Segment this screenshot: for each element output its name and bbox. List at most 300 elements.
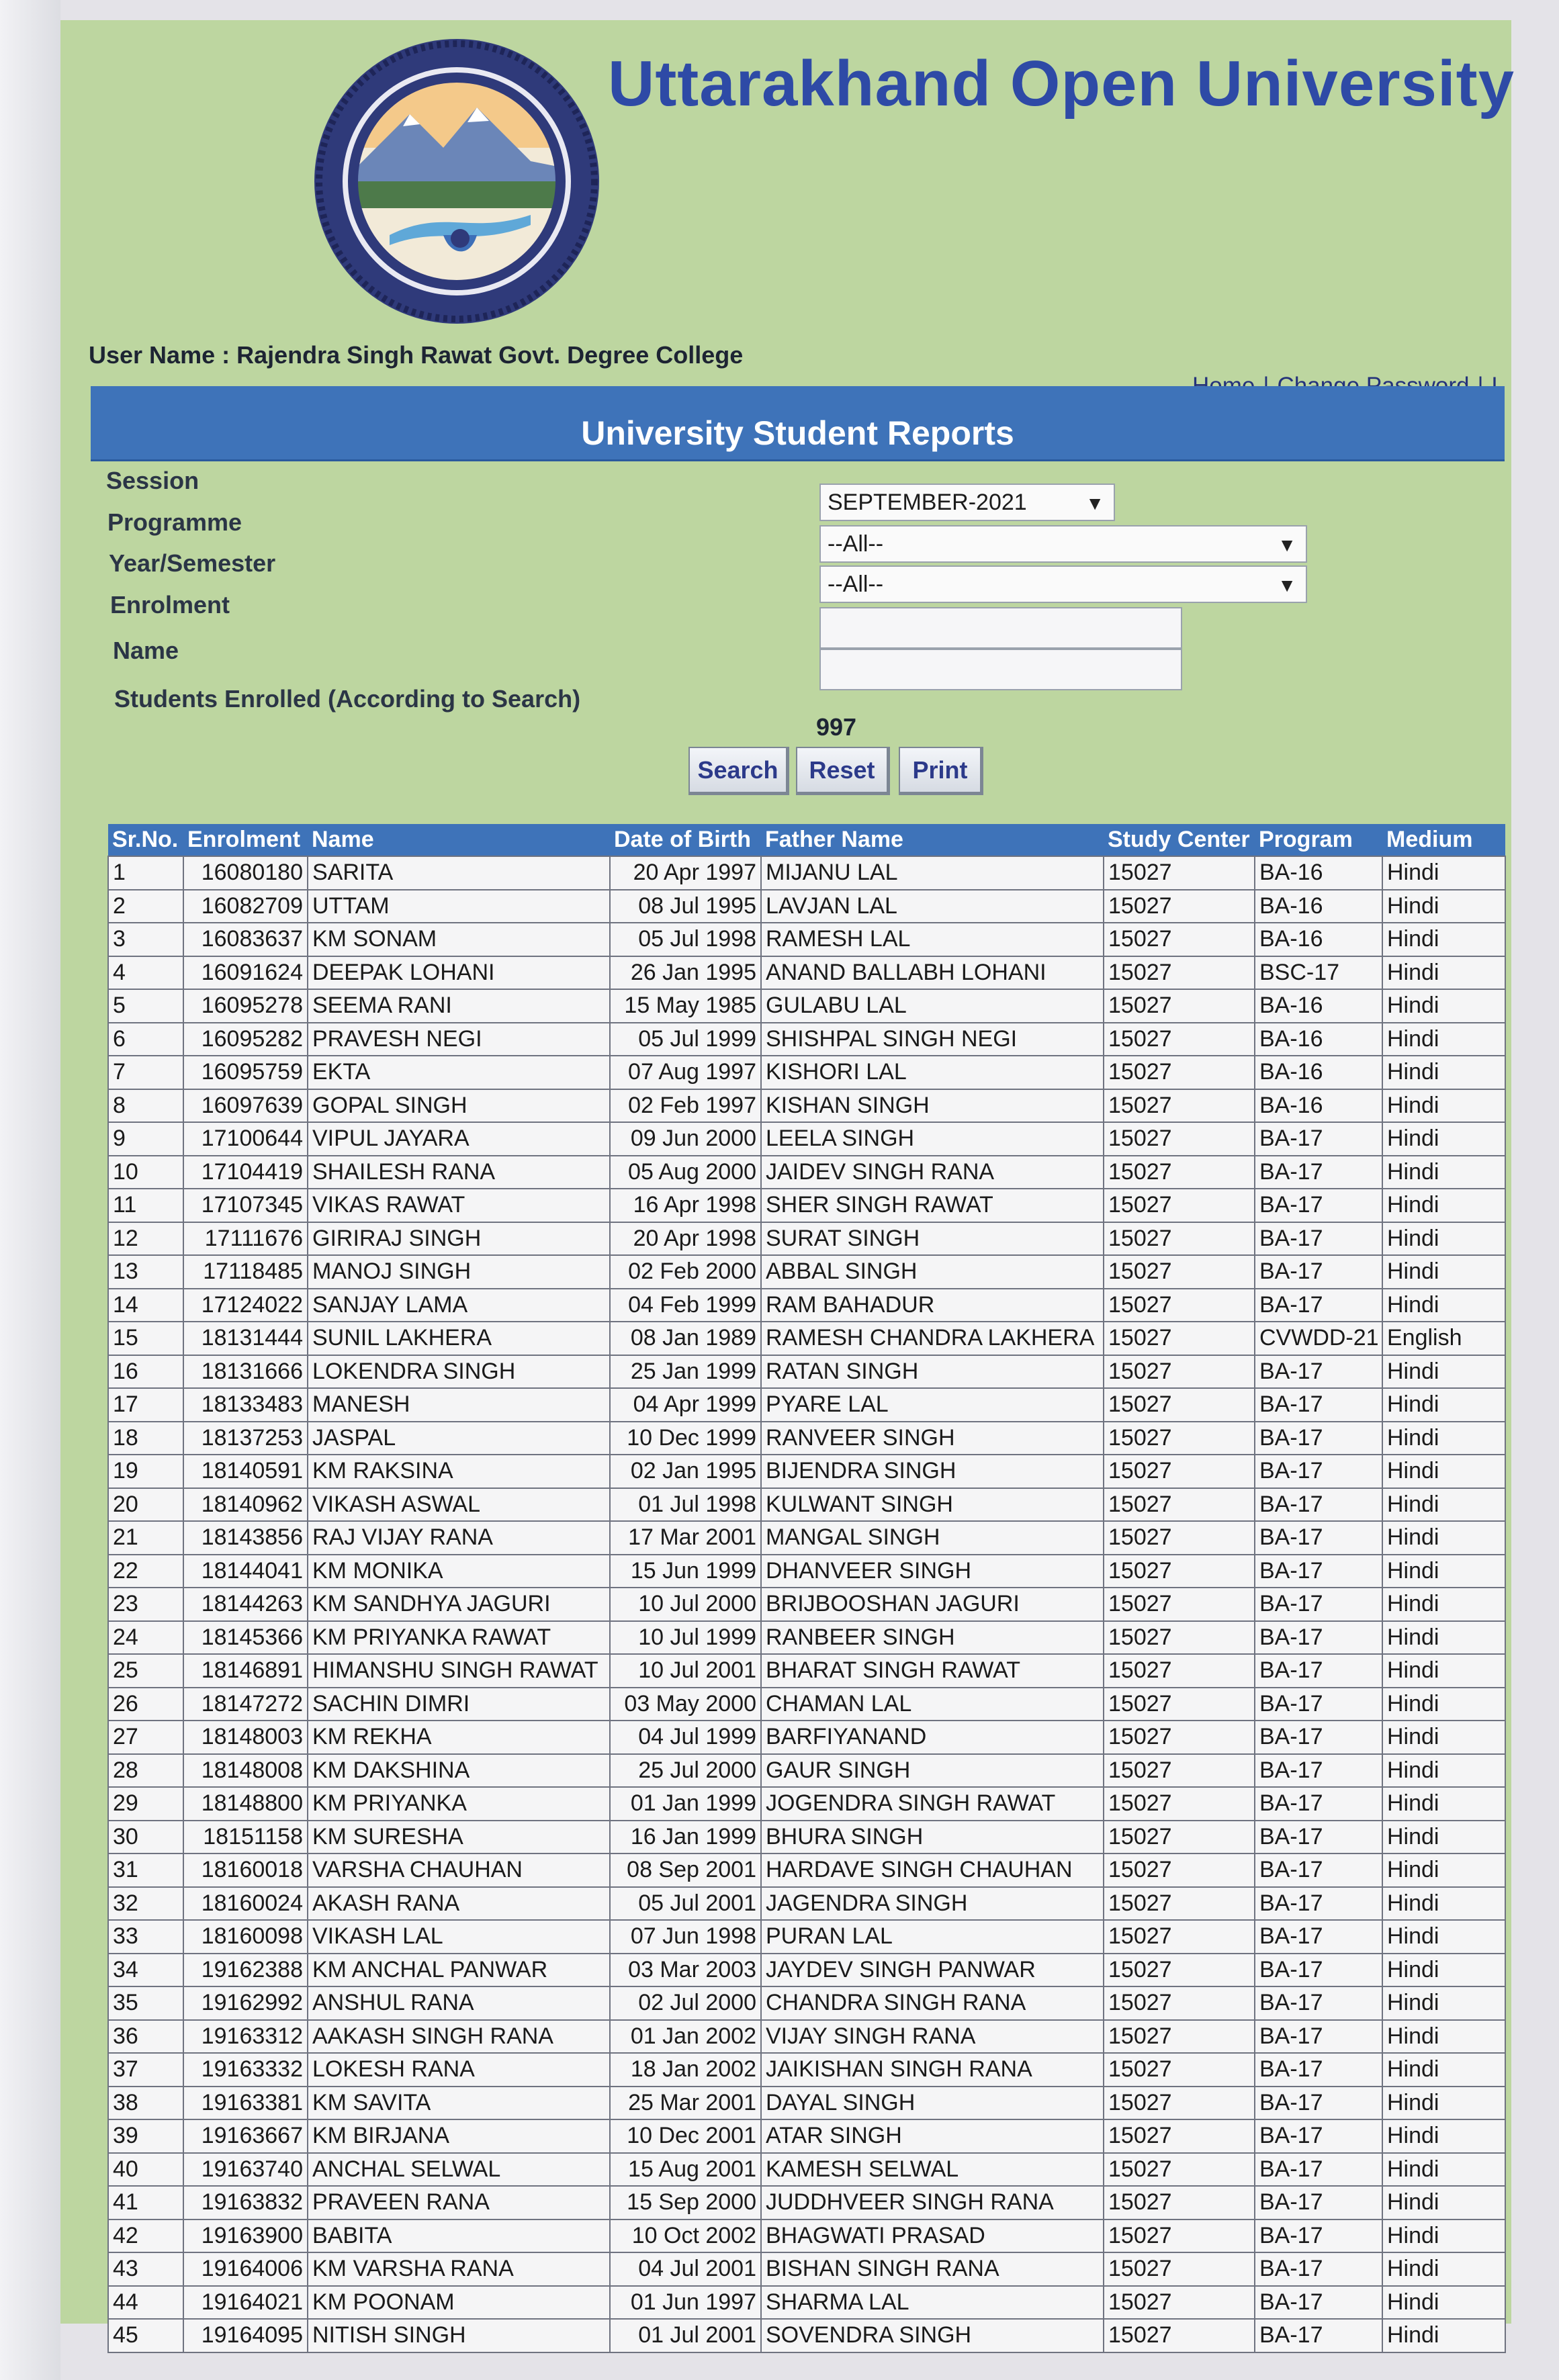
medium-cell: English [1382,1322,1505,1355]
name-cell: KM SURESHA [308,1821,610,1854]
table-row [108,2020,1505,2054]
enrolment-cell: 18131666 [183,1355,308,1389]
col-name: Name [308,824,610,856]
enrolment-cell: 19163332 [183,2053,308,2087]
study-center-cell: 15027 [1104,2119,1255,2153]
enrolment-cell: 17100644 [183,1122,308,1156]
dob-cell: 16 Jan 1999 [610,1821,761,1854]
medium-cell: Hindi [1382,1754,1505,1788]
dob-cell: 08 Jul 1995 [610,890,761,923]
name-cell: NITISH SINGH [308,2319,610,2352]
study-center-cell: 15027 [1104,1754,1255,1788]
father-name-cell: LAVJAN LAL [761,890,1104,923]
father-name-cell: JAYDEV SINGH PANWAR [761,1954,1104,1987]
enrolment-cell: 16095278 [183,989,308,1023]
table-row [108,1322,1505,1355]
name-cell: SUNIL LAKHERA [308,1322,610,1355]
sr-no-cell: 28 [108,1754,183,1788]
program-cell: BA-17 [1255,1122,1382,1156]
sr-no-cell: 4 [108,956,183,990]
father-name-cell: BHAGWATI PRASAD [761,2219,1104,2253]
study-center-cell: 15027 [1104,1222,1255,1256]
dob-cell: 01 Jan 2002 [610,2020,761,2054]
medium-cell: Hindi [1382,1289,1505,1322]
enrolment-cell: 18148800 [183,1787,308,1821]
name-cell: KM VARSHA RANA [308,2252,610,2286]
name-cell: EKTA [308,1056,610,1089]
enrolment-cell: 19164095 [183,2319,308,2352]
medium-cell: Hindi [1382,956,1505,990]
name-cell: RAJ VIJAY RANA [308,1521,610,1555]
name-cell: KM MONIKA [308,1555,610,1588]
study-center-cell: 15027 [1104,1621,1255,1655]
father-name-cell: GAUR SINGH [761,1754,1104,1788]
program-cell: BA-17 [1255,1920,1382,1954]
father-name-cell: CHAMAN LAL [761,1688,1104,1721]
name-cell: VIPUL JAYARA [308,1122,610,1156]
name-cell: MANOJ SINGH [308,1255,610,1289]
programme-select-value: --All-- [828,531,884,557]
study-center-cell: 15027 [1104,2053,1255,2087]
sr-no-cell: 32 [108,1887,183,1921]
program-cell: BA-17 [1255,1222,1382,1256]
study-center-cell: 15027 [1104,2252,1255,2286]
father-name-cell: RANBEER SINGH [761,1621,1104,1655]
table-row [108,1621,1505,1655]
medium-cell: Hindi [1382,1189,1505,1222]
study-center-cell: 15027 [1104,2219,1255,2253]
father-name-cell: ATAR SINGH [761,2119,1104,2153]
enrolment-cell: 18148008 [183,1754,308,1788]
medium-cell: Hindi [1382,1156,1505,1189]
medium-cell: Hindi [1382,1488,1505,1522]
table-row [108,1156,1505,1189]
father-name-cell: JAIKISHAN SINGH RANA [761,2053,1104,2087]
enrolment-cell: 18146891 [183,1654,308,1688]
study-center-cell: 15027 [1104,1588,1255,1621]
col-date-of-birth: Date of Birth [610,824,761,856]
sr-no-cell: 37 [108,2053,183,2087]
enrolment-cell: 16097639 [183,1089,308,1123]
reset-button[interactable]: Reset [796,747,890,795]
study-center-cell: 15027 [1104,2319,1255,2352]
paper-edge [0,0,60,2380]
col-medium: Medium [1382,824,1505,856]
name-cell: BABITA [308,2219,610,2253]
medium-cell: Hindi [1382,1654,1505,1688]
program-cell: BA-17 [1255,1654,1382,1688]
medium-cell: Hindi [1382,2087,1505,2120]
medium-cell: Hindi [1382,856,1505,890]
table-row [108,1122,1505,1156]
study-center-cell: 15027 [1104,923,1255,956]
program-cell: BA-17 [1255,1721,1382,1754]
dob-cell: 02 Feb 1997 [610,1089,761,1123]
table-row [108,1887,1505,1921]
enrolment-cell: 19162992 [183,1986,308,2020]
name-cell: SHAILESH RANA [308,1156,610,1189]
medium-cell: Hindi [1382,1954,1505,1987]
dob-cell: 15 Jun 1999 [610,1555,761,1588]
father-name-cell: MANGAL SINGH [761,1521,1104,1555]
enrolment-cell: 18145366 [183,1621,308,1655]
table-row [108,1920,1505,1954]
sr-no-cell: 21 [108,1521,183,1555]
medium-cell: Hindi [1382,1455,1505,1488]
students-enrolled-count: 997 [816,713,857,741]
print-button[interactable]: Print [899,747,983,795]
name-cell: LOKESH RANA [308,2053,610,2087]
father-name-cell: ANAND BALLABH LOHANI [761,956,1104,990]
sr-no-cell: 38 [108,2087,183,2120]
table-row [108,2219,1505,2253]
name-cell: VIKASH ASWAL [308,1488,610,1522]
enrolment-cell: 19163900 [183,2219,308,2253]
dob-cell: 01 Jan 1999 [610,1787,761,1821]
table-row [108,1222,1505,1256]
table-row [108,1555,1505,1588]
dob-cell: 03 Mar 2003 [610,1954,761,1987]
father-name-cell: RAM BAHADUR [761,1289,1104,1322]
dob-cell: 15 Aug 2001 [610,2153,761,2187]
table-row [108,2252,1505,2286]
name-cell: SARITA [308,856,610,890]
name-cell: VIKASH LAL [308,1920,610,1954]
father-name-cell: SHARMA LAL [761,2286,1104,2320]
father-name-cell: RAMESH CHANDRA LAKHERA [761,1322,1104,1355]
dob-cell: 10 Dec 2001 [610,2119,761,2153]
dob-cell: 18 Jan 2002 [610,2053,761,2087]
enrolment-cell: 18160018 [183,1853,308,1887]
father-name-cell: KISHAN SINGH [761,1089,1104,1123]
name-cell: HIMANSHU SINGH RAWAT [308,1654,610,1688]
program-cell: BA-17 [1255,1986,1382,2020]
father-name-cell: DAYAL SINGH [761,2087,1104,2120]
program-cell: BA-17 [1255,1189,1382,1222]
programme-label: Programme [107,508,242,536]
enrolment-cell: 18160024 [183,1887,308,1921]
table-header-row [108,824,1505,856]
study-center-cell: 15027 [1104,1322,1255,1355]
table-row [108,1721,1505,1754]
sr-no-cell: 24 [108,1621,183,1655]
study-center-cell: 15027 [1104,1986,1255,2020]
medium-cell: Hindi [1382,2186,1505,2219]
study-center-cell: 15027 [1104,1355,1255,1389]
enrolment-cell: 18143856 [183,1521,308,1555]
medium-cell: Hindi [1382,1056,1505,1089]
enrolment-cell: 19163312 [183,2020,308,2054]
sr-no-cell: 41 [108,2186,183,2219]
dob-cell: 20 Apr 1998 [610,1222,761,1256]
enrolment-cell: 18131444 [183,1322,308,1355]
enrolment-cell: 18140591 [183,1455,308,1488]
enrolment-cell: 17124022 [183,1289,308,1322]
enrolment-cell: 16095282 [183,1023,308,1056]
name-cell: KM POONAM [308,2286,610,2320]
name-cell: SANJAY LAMA [308,1289,610,1322]
program-cell: BA-16 [1255,1089,1382,1123]
sr-no-cell: 29 [108,1787,183,1821]
chevron-down-icon: ▼ [1278,575,1296,596]
sr-no-cell: 8 [108,1089,183,1123]
sr-no-cell: 44 [108,2286,183,2320]
enrolment-cell: 17111676 [183,1222,308,1256]
study-center-cell: 15027 [1104,1156,1255,1189]
program-cell: BA-17 [1255,2286,1382,2320]
university-seal-logo [309,34,605,329]
table-row [108,1289,1505,1322]
program-cell: CVWDD-21 [1255,1322,1382,1355]
father-name-cell: RANVEER SINGH [761,1422,1104,1455]
father-name-cell: BHURA SINGH [761,1821,1104,1854]
program-cell: BA-16 [1255,856,1382,890]
col-father-name: Father Name [761,824,1104,856]
father-name-cell: HARDAVE SINGH CHAUHAN [761,1853,1104,1887]
study-center-cell: 15027 [1104,1887,1255,1921]
sr-no-cell: 33 [108,1920,183,1954]
medium-cell: Hindi [1382,1422,1505,1455]
table-row [108,956,1505,990]
program-cell: BA-17 [1255,1388,1382,1422]
program-cell: BA-17 [1255,1821,1382,1854]
study-center-cell: 15027 [1104,2286,1255,2320]
program-cell: BA-17 [1255,1255,1382,1289]
name-cell: SACHIN DIMRI [308,1688,610,1721]
year-semester-select-value: --All-- [828,571,884,597]
study-center-cell: 15027 [1104,1954,1255,1987]
program-cell: BA-17 [1255,2087,1382,2120]
enrolment-cell: 18140962 [183,1488,308,1522]
sr-no-cell: 1 [108,856,183,890]
study-center-cell: 15027 [1104,1821,1255,1854]
father-name-cell: RATAN SINGH [761,1355,1104,1389]
father-name-cell: BARFIYANAND [761,1721,1104,1754]
name-cell: GIRIRAJ SINGH [308,1222,610,1256]
enrolment-cell: 19164021 [183,2286,308,2320]
father-name-cell: JUDDHVEER SINGH RANA [761,2186,1104,2219]
father-name-cell: MIJANU LAL [761,856,1104,890]
name-cell: VARSHA CHAUHAN [308,1853,610,1887]
medium-cell: Hindi [1382,1986,1505,2020]
medium-cell: Hindi [1382,1920,1505,1954]
table-row [108,890,1505,923]
sr-no-cell: 11 [108,1189,183,1222]
name-cell: AAKASH SINGH RANA [308,2020,610,2054]
sr-no-cell: 12 [108,1222,183,1256]
session-select[interactable] [819,484,1115,521]
study-center-cell: 15027 [1104,1455,1255,1488]
search-button[interactable]: Search [688,747,789,795]
dob-cell: 05 Jul 1998 [610,923,761,956]
medium-cell: Hindi [1382,2119,1505,2153]
table-row [108,2319,1505,2352]
medium-cell: Hindi [1382,2219,1505,2253]
study-center-cell: 15027 [1104,1488,1255,1522]
father-name-cell: SURAT SINGH [761,1222,1104,1256]
enrolment-label: Enrolment [110,591,230,619]
program-cell: BA-17 [1255,1688,1382,1721]
medium-cell: Hindi [1382,1023,1505,1056]
study-center-cell: 15027 [1104,1521,1255,1555]
study-center-cell: 15027 [1104,1920,1255,1954]
dob-cell: 04 Feb 1999 [610,1289,761,1322]
dob-cell: 05 Aug 2000 [610,1156,761,1189]
father-name-cell: SOVENDRA SINGH [761,2319,1104,2352]
sr-no-cell: 10 [108,1156,183,1189]
enrolment-cell: 18151158 [183,1821,308,1854]
study-center-cell: 15027 [1104,1853,1255,1887]
enrolment-cell: 16091624 [183,956,308,990]
enrolment-cell: 18144263 [183,1588,308,1621]
table-row [108,1355,1505,1389]
name-cell: KM PRIYANKA RAWAT [308,1621,610,1655]
sr-no-cell: 39 [108,2119,183,2153]
dob-cell: 03 May 2000 [610,1688,761,1721]
name-cell: AKASH RANA [308,1887,610,1921]
sr-no-cell: 14 [108,1289,183,1322]
study-center-cell: 15027 [1104,2087,1255,2120]
father-name-cell: BHARAT SINGH RAWAT [761,1654,1104,1688]
table-row [108,1422,1505,1455]
father-name-cell: ABBAL SINGH [761,1255,1104,1289]
year-semester-select[interactable] [819,565,1307,603]
medium-cell: Hindi [1382,1222,1505,1256]
enrolment-cell: 18147272 [183,1688,308,1721]
university-title: Uttarakhand Open University [608,48,1515,120]
enrolment-input[interactable] [819,607,1182,649]
program-cell: BA-17 [1255,1555,1382,1588]
study-center-cell: 15027 [1104,989,1255,1023]
dob-cell: 16 Apr 1998 [610,1189,761,1222]
program-cell: BA-17 [1255,1289,1382,1322]
program-cell: BA-17 [1255,1787,1382,1821]
table-row [108,1954,1505,1987]
program-cell: BA-17 [1255,2219,1382,2253]
table-row [108,856,1505,890]
user-name-line: User Name : Rajendra Singh Rawat Govt. Degree College [89,341,744,369]
study-center-cell: 15027 [1104,956,1255,990]
table-row [108,1488,1505,1522]
study-center-cell: 15027 [1104,890,1255,923]
name-cell: PRAVEEN RANA [308,2186,610,2219]
name-cell: KM RAKSINA [308,1455,610,1488]
name-cell: KM DAKSHINA [308,1754,610,1788]
father-name-cell: RAMESH LAL [761,923,1104,956]
table-row [108,1654,1505,1688]
sr-no-cell: 30 [108,1821,183,1854]
name-cell: MANESH [308,1388,610,1422]
table-body [108,856,1505,2352]
father-name-cell: KULWANT SINGH [761,1488,1104,1522]
table-row [108,1089,1505,1123]
dob-cell: 20 Apr 1997 [610,856,761,890]
dob-cell: 04 Jul 1999 [610,1721,761,1754]
dob-cell: 07 Aug 1997 [610,1056,761,1089]
study-center-cell: 15027 [1104,1189,1255,1222]
medium-cell: Hindi [1382,923,1505,956]
enrolment-cell: 18137253 [183,1422,308,1455]
session-label: Session [106,467,199,494]
programme-select[interactable] [819,525,1307,563]
table-row [108,2053,1505,2087]
table-row [108,2286,1505,2320]
program-cell: BA-17 [1255,2319,1382,2352]
medium-cell: Hindi [1382,1255,1505,1289]
dob-cell: 17 Mar 2001 [610,1521,761,1555]
name-cell: JASPAL [308,1422,610,1455]
sr-no-cell: 18 [108,1422,183,1455]
sr-no-cell: 2 [108,890,183,923]
study-center-cell: 15027 [1104,1255,1255,1289]
table-row [108,1588,1505,1621]
table-row [108,1754,1505,1788]
father-name-cell: JOGENDRA SINGH RAWAT [761,1787,1104,1821]
table-row [108,989,1505,1023]
sr-no-cell: 31 [108,1853,183,1887]
sr-no-cell: 16 [108,1355,183,1389]
students-enrolled-label: Students Enrolled (According to Search) [114,685,581,713]
table-row [108,923,1505,956]
name-cell: PRAVESH NEGI [308,1023,610,1056]
study-center-cell: 15027 [1104,1023,1255,1056]
medium-cell: Hindi [1382,2252,1505,2286]
study-center-cell: 15027 [1104,1422,1255,1455]
study-center-cell: 15027 [1104,1122,1255,1156]
medium-cell: Hindi [1382,2319,1505,2352]
medium-cell: Hindi [1382,1388,1505,1422]
dob-cell: 02 Jul 2000 [610,1986,761,2020]
enrolment-cell: 19163740 [183,2153,308,2187]
program-cell: BA-17 [1255,1954,1382,1987]
table-row [108,1189,1505,1222]
program-cell: BA-16 [1255,923,1382,956]
year-semester-label: Year/Semester [109,549,276,577]
table-row [108,1388,1505,1422]
father-name-cell: LEELA SINGH [761,1122,1104,1156]
program-cell: BA-17 [1255,1422,1382,1455]
dob-cell: 10 Jul 2001 [610,1654,761,1688]
father-name-cell: PYARE LAL [761,1388,1104,1422]
name-cell: UTTAM [308,890,610,923]
dob-cell: 15 Sep 2000 [610,2186,761,2219]
sr-no-cell: 15 [108,1322,183,1355]
enrolment-cell: 16083637 [183,923,308,956]
medium-cell: Hindi [1382,1588,1505,1621]
father-name-cell: BISHAN SINGH RANA [761,2252,1104,2286]
dob-cell: 01 Jun 1997 [610,2286,761,2320]
medium-cell: Hindi [1382,1355,1505,1389]
sr-no-cell: 7 [108,1056,183,1089]
program-cell: BA-17 [1255,1355,1382,1389]
name-cell: KM BIRJANA [308,2119,610,2153]
program-cell: BA-16 [1255,1023,1382,1056]
sr-no-cell: 42 [108,2219,183,2253]
medium-cell: Hindi [1382,1887,1505,1921]
father-name-cell: GULABU LAL [761,989,1104,1023]
report-banner [91,386,1505,461]
name-cell: KM SANDHYA JAGURI [308,1588,610,1621]
study-center-cell: 15027 [1104,1654,1255,1688]
name-cell: ANSHUL RANA [308,1986,610,2020]
sr-no-cell: 6 [108,1023,183,1056]
chevron-down-icon: ▼ [1085,493,1104,514]
name-input[interactable] [819,649,1182,690]
program-cell: BA-17 [1255,1521,1382,1555]
enrolment-cell: 17118485 [183,1255,308,1289]
program-cell: BA-17 [1255,2186,1382,2219]
name-cell: LOKENDRA SINGH [308,1355,610,1389]
